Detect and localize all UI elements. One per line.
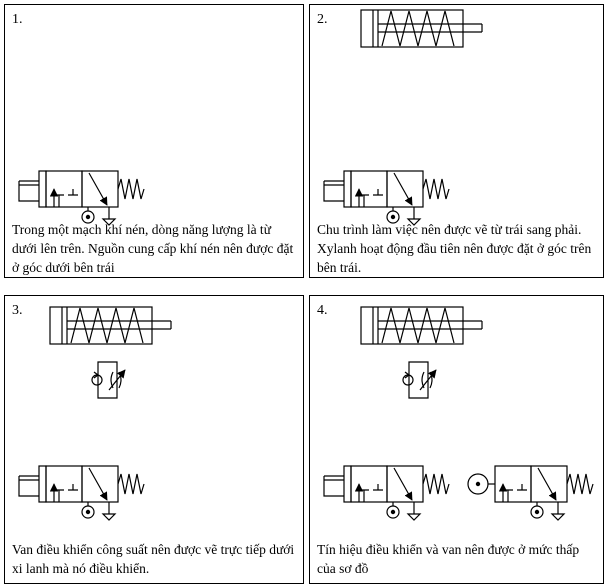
panel-2 [309, 4, 604, 278]
panel-caption: Trong một mạch khí nén, dòng năng lượng là từ dưới lên trên. Nguồn cung cấp khí nén nên được đặt ở góc dưới bên trái [12, 222, 294, 275]
panel-caption: Van điều khiển công suất nên được vẽ trực tiếp dưới xi lanh mà nó điều khiển. [12, 542, 295, 576]
cylinder-symbol [360, 306, 490, 348]
roller-valve-symbol [466, 462, 596, 522]
panel-1 [4, 4, 304, 278]
panel-number: 1. [12, 12, 23, 27]
valve-symbol [17, 167, 147, 227]
valve-symbol [322, 167, 452, 227]
valve-symbol [322, 462, 452, 522]
valve-symbol [17, 462, 147, 522]
panel-caption: Chu trình làm việc nên được vẽ từ trái sang phải. Xylanh hoạt động đầu tiên nên được đặt ở góc trên bên trái. [317, 222, 592, 275]
cylinder-symbol [49, 306, 179, 348]
panel-number: 3. [12, 303, 23, 318]
panel-number: 4. [317, 303, 328, 318]
panel-4 [309, 295, 604, 584]
panel-caption: Tín hiệu điều khiển và van nên được ở mức thấp của sơ đồ [317, 542, 580, 576]
flow-control-symbol [89, 358, 129, 402]
flow-control-symbol [400, 358, 440, 402]
cylinder-symbol [360, 9, 490, 51]
panel-3 [4, 295, 304, 584]
panel-number: 2. [317, 12, 328, 27]
